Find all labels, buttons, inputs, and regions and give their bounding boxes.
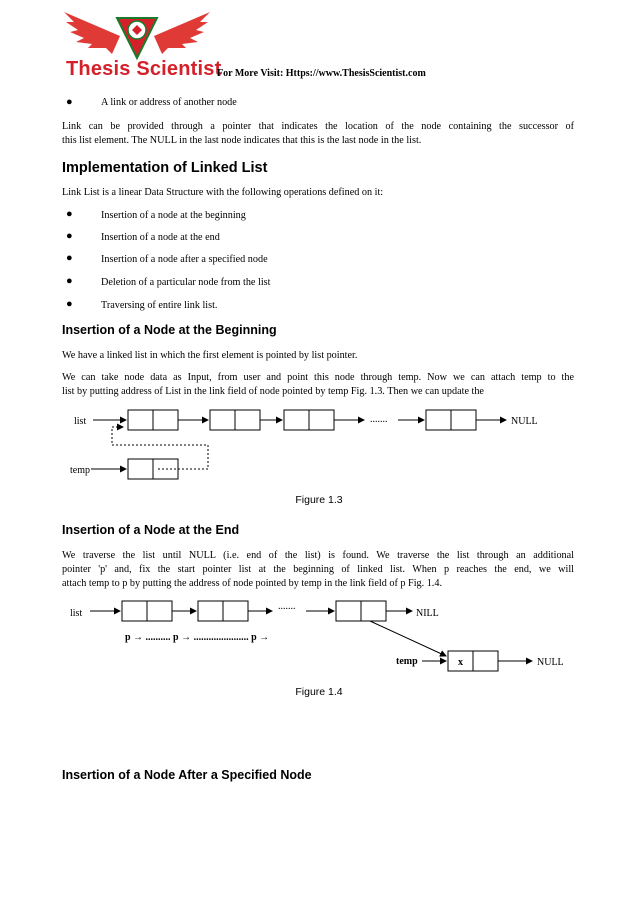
operation-item: Insertion of a node after a specified node [101,254,268,265]
insert-end-heading: Insertion of a Node at the End [62,523,240,537]
fig14-x-label: x [458,657,463,668]
figure-1-3-caption: Figure 1.3 [295,494,343,506]
fig14-temp-node [448,651,498,671]
fig14-last-node [336,601,386,621]
fig13-node [426,410,476,430]
operation-item: Traversing of entire link list. [101,300,218,311]
bullet-icon: ● [66,96,73,108]
figure-1-4-caption: Figure 1.4 [295,686,343,698]
implementation-heading: Implementation of Linked List [62,160,268,176]
visit-link-text[interactable]: For More Visit: Https://www.ThesisScientist.com [217,68,426,79]
fig14-node [198,601,248,621]
left-wing-icon [64,12,120,54]
fig13-null-label: NULL [511,416,538,427]
insert-end-p-line2: pointer 'p' and, fix the start pointer list at the beginning of linked list. When p reaches the end, we will [62,564,574,575]
bullet-icon: ● [66,208,73,220]
intro-paragraph-line2: this list element. The NULL in the last node indicates that this is the last node in the list. [62,135,422,146]
right-wing-icon [154,12,210,54]
fig14-nill-label: NILL [416,608,439,619]
bullet-icon: ● [66,298,73,310]
fig14-temp-label: temp [396,656,418,667]
fig13-node [210,410,260,430]
bullet-icon: ● [66,275,73,287]
intro-bullet: A link or address of another node [101,97,237,108]
fig14-dots: ....... [278,601,296,612]
fig13-temp-label: temp [70,465,90,476]
figure-1-4-diagram [0,596,638,678]
fig13-node [128,410,178,430]
operation-item: Insertion of a node at the beginning [101,210,246,221]
insert-after-heading: Insertion of a Node After a Specified Node [62,768,312,782]
bullet-icon: ● [66,230,73,242]
fig13-dots: ....... [370,414,388,425]
operation-item: Deletion of a particular node from the list [101,277,271,288]
insert-begin-p2-line1: We can take node data as Input, from user and point this node through temp. Now we can attach temp to the [62,372,574,383]
intro-paragraph-line1: Link can be provided through a pointer that indicates the location of the node containing the successor of [62,121,574,132]
brand-name: Thesis Scientist [66,58,222,80]
insert-begin-p1: We have a linked list in which the first element is pointed by list pointer. [62,350,358,361]
fig13-temp-link-dashed-arrow [112,427,208,469]
fig14-p-trace: p → .......... p → ...................... p → [125,632,270,643]
insert-begin-heading: Insertion of a Node at the Beginning [62,323,277,337]
bullet-icon: ● [66,252,73,264]
fig13-list-label: list [74,416,87,427]
operation-item: Insertion of a node at the end [101,232,220,243]
insert-begin-p2-line2: list by putting address of List in the link field of node pointed by temp Fig. 1.3. Then we can update the [62,386,484,397]
fig14-attach-arrow [370,621,446,656]
fig14-null-label: NULL [537,657,564,668]
insert-end-p-line3: attach temp to p by putting the address of node pointed by temp in the link field of p Fig. 1.4. [62,578,442,589]
implementation-lead: Link List is a linear Data Structure with the following operations defined on it: [62,187,384,198]
shield-emblem-icon [117,18,157,58]
fig14-node [122,601,172,621]
fig14-list-label: list [70,608,83,619]
fig13-node [284,410,334,430]
insert-end-p-line1: We traverse the list until NULL (i.e. end of the list) is found. We traverse the list through an additional [62,550,574,561]
figure-1-3-diagram [0,400,638,482]
